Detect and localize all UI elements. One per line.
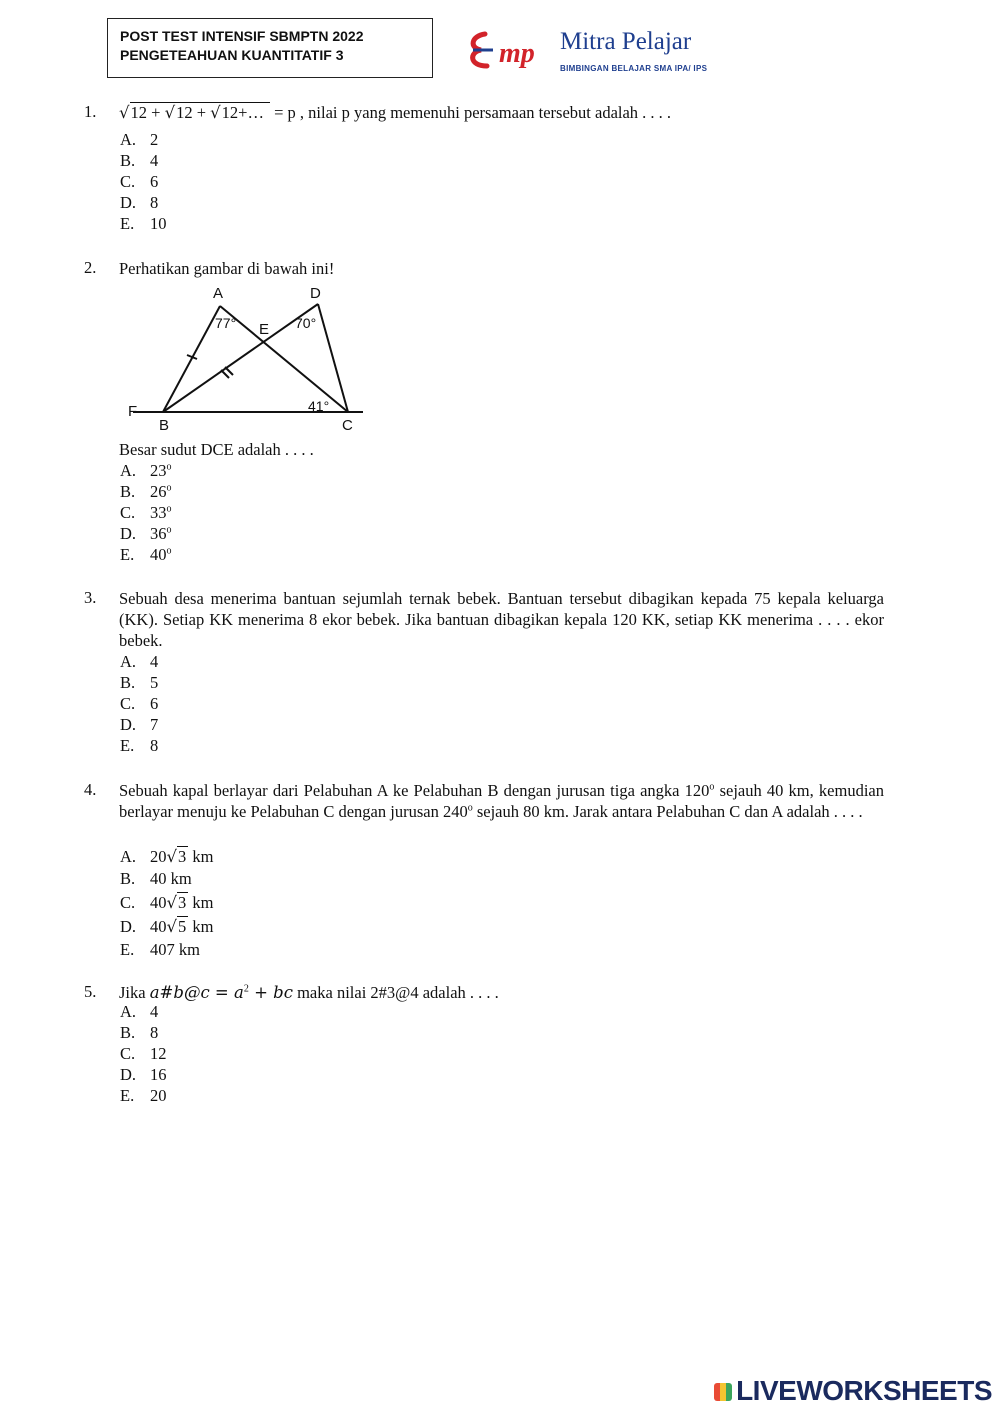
option-letter: B. bbox=[120, 673, 136, 692]
question-3 bbox=[84, 588, 884, 758]
options-list bbox=[120, 129, 167, 234]
radicand-outer: 12 + bbox=[130, 103, 165, 122]
question-text-part: Sebuah kapal berlayar dari Pelabuhan A ke Pelabuhan B dengan jurusan tiga angka 120 bbox=[119, 781, 710, 800]
option-text: 5 bbox=[150, 673, 159, 692]
question-number: 4. bbox=[84, 780, 97, 799]
option[interactable] bbox=[120, 544, 172, 565]
option-text: 40 km bbox=[150, 869, 192, 888]
radicand-inner: 12+… bbox=[221, 103, 264, 122]
options-list bbox=[120, 1001, 167, 1106]
option-letter: E. bbox=[120, 1086, 135, 1105]
option-text: 36 bbox=[150, 524, 167, 543]
option-letter: B. bbox=[120, 869, 136, 888]
degree-sign: o bbox=[709, 781, 715, 793]
figure-lines bbox=[133, 304, 363, 412]
option[interactable] bbox=[120, 714, 158, 735]
exponent: 2 bbox=[243, 983, 249, 995]
option-letter: B. bbox=[120, 151, 136, 170]
option[interactable] bbox=[120, 150, 167, 171]
option-letter: E. bbox=[120, 940, 135, 959]
mitra-pelajar-logo bbox=[465, 26, 708, 78]
label-a: A bbox=[213, 285, 224, 302]
option-text: 33 bbox=[150, 503, 167, 522]
option[interactable] bbox=[120, 845, 213, 868]
operation-definition: a#b@c = a bbox=[149, 983, 244, 1002]
label-d: D bbox=[310, 285, 321, 302]
option[interactable] bbox=[120, 672, 158, 693]
option[interactable] bbox=[120, 651, 158, 672]
segment-dc bbox=[318, 304, 348, 412]
option[interactable] bbox=[120, 481, 172, 502]
label-f: F bbox=[128, 403, 138, 420]
option-unit: km bbox=[188, 917, 214, 936]
option[interactable] bbox=[120, 523, 172, 544]
option-letter: B. bbox=[120, 1023, 136, 1042]
question-text bbox=[119, 102, 884, 123]
logo-mark-text: mp bbox=[499, 38, 535, 69]
segment-ba bbox=[163, 306, 220, 412]
option[interactable] bbox=[120, 890, 213, 915]
option[interactable] bbox=[120, 693, 158, 714]
header-subtitle: PENGETEAHUAN KUANTITATIF 3 bbox=[120, 47, 344, 63]
option-letter: C. bbox=[120, 694, 136, 713]
logo-tagline: BIMBINGAN BELAJAR SMA IPA/ IPS bbox=[560, 64, 708, 73]
logo-mark-icon bbox=[465, 26, 560, 76]
option-text: 8 bbox=[150, 193, 159, 212]
option-letter: B. bbox=[120, 482, 136, 501]
angle-d-label: 70° bbox=[295, 315, 317, 331]
question-number: 1. bbox=[84, 102, 97, 121]
option-coefficient: 40 bbox=[150, 917, 167, 936]
question-text bbox=[119, 780, 884, 822]
option-letter: A. bbox=[120, 1002, 137, 1021]
option-text: 2 bbox=[150, 130, 159, 149]
option-text: 4 bbox=[150, 1002, 159, 1021]
option-letter: A. bbox=[120, 130, 137, 149]
option-letter: D. bbox=[120, 193, 137, 212]
question-number: 3. bbox=[84, 588, 97, 607]
option[interactable] bbox=[120, 1043, 167, 1064]
degree-sign: o bbox=[166, 524, 172, 536]
sqrt-expression bbox=[130, 102, 270, 122]
header-box bbox=[107, 18, 433, 78]
option-letter: A. bbox=[120, 847, 137, 866]
option-letter: E. bbox=[120, 545, 135, 564]
question-text-part: sejauh 80 km. Jarak antara Pelabuhan C dan A adalah . . . . bbox=[472, 802, 863, 821]
option-letter: D. bbox=[120, 715, 137, 734]
option-unit: km bbox=[188, 847, 214, 866]
angle-c-label: 41° bbox=[308, 398, 330, 414]
option-coefficient: 20 bbox=[150, 847, 167, 866]
question-text: Sebuah desa menerima bantuan sejumlah ternak bebek. Bantuan tersebut dibagikan kepada 75 kepala keluarga (KK). Setiap KK menerima 8 ekor bebek. Jika bantuan dibagikan kepala 120 KK, setiap KK menerima . . . . ekor bebek. bbox=[119, 589, 884, 650]
sqrt-symbol-icon: √ bbox=[119, 103, 130, 122]
question-text-part: Jika bbox=[119, 983, 150, 1002]
option-letter: D. bbox=[120, 524, 137, 543]
option[interactable] bbox=[120, 192, 167, 213]
option-coefficient: 40 bbox=[150, 893, 167, 912]
option-text: 6 bbox=[150, 172, 159, 191]
question-1 bbox=[84, 102, 884, 242]
option[interactable] bbox=[120, 1022, 167, 1043]
option-letter: A. bbox=[120, 461, 137, 480]
sqrt-symbol-icon: √ bbox=[166, 893, 178, 912]
option[interactable] bbox=[120, 213, 167, 234]
option[interactable] bbox=[120, 1001, 167, 1022]
option-letter: A. bbox=[120, 652, 137, 671]
options-list bbox=[120, 845, 213, 960]
option-letter: C. bbox=[120, 893, 136, 912]
option-text: 10 bbox=[150, 214, 167, 233]
sqrt-symbol-icon: √ bbox=[210, 103, 221, 122]
option-text: 4 bbox=[150, 652, 159, 671]
question-rest: , nilai p yang memenuhi persamaan tersebut adalah . . . . bbox=[295, 103, 672, 122]
option-radicand: 5 bbox=[178, 917, 187, 936]
option-text: 6 bbox=[150, 694, 159, 713]
liveworksheets-footer bbox=[714, 1375, 992, 1407]
operation-definition-tail: + bc bbox=[248, 983, 293, 1002]
option[interactable] bbox=[120, 939, 213, 960]
option-radicand: 3 bbox=[178, 847, 187, 866]
option[interactable] bbox=[120, 502, 172, 523]
options-list bbox=[120, 651, 158, 756]
label-c: C bbox=[342, 417, 353, 434]
option-text: 40 bbox=[150, 545, 167, 564]
option-text: 7 bbox=[150, 715, 159, 734]
options-list bbox=[120, 460, 172, 565]
triangle-figure bbox=[123, 282, 373, 434]
option-text: 8 bbox=[150, 736, 159, 755]
radicand-middle: 12 + bbox=[176, 103, 211, 122]
sqrt-inner bbox=[175, 102, 268, 122]
degree-sign: o bbox=[467, 802, 473, 814]
option-letter: D. bbox=[120, 917, 137, 936]
equation-equals: = p bbox=[269, 103, 296, 122]
label-b: B bbox=[159, 417, 170, 434]
logo-brand: Mitra Pelajar bbox=[560, 28, 692, 55]
option[interactable] bbox=[120, 129, 167, 150]
option-letter: D. bbox=[120, 1065, 137, 1084]
question-text-part: maka nilai 2#3@4 adalah . . . . bbox=[292, 983, 499, 1002]
question-number: 5. bbox=[84, 982, 97, 1001]
option-text: 23 bbox=[150, 461, 167, 480]
question-number: 2. bbox=[84, 258, 97, 277]
option-text: 26 bbox=[150, 482, 167, 501]
degree-sign: o bbox=[166, 482, 172, 494]
question-5 bbox=[84, 982, 884, 1112]
question-text: Perhatikan gambar di bawah ini! bbox=[119, 259, 335, 278]
option[interactable] bbox=[120, 171, 167, 192]
option[interactable] bbox=[120, 1064, 167, 1085]
question-text-part: sejauh 40 km, kemudian berlayar menuju ke Pelabuhan C dengan jurusan 240 bbox=[119, 781, 884, 821]
option-text: 8 bbox=[150, 1023, 159, 1042]
option[interactable] bbox=[120, 460, 172, 481]
liveworksheets-logo-icon bbox=[714, 1383, 732, 1401]
option-text: 20 bbox=[150, 1086, 167, 1105]
angle-a-label: 77° bbox=[215, 315, 237, 331]
option-letter: C. bbox=[120, 1044, 136, 1063]
sqrt-symbol-icon: √ bbox=[164, 103, 176, 122]
degree-sign: o bbox=[166, 503, 172, 515]
option-unit: km bbox=[188, 893, 214, 912]
sqrt-symbol-icon: √ bbox=[166, 847, 178, 866]
question-text bbox=[119, 982, 884, 1003]
label-e: E bbox=[259, 321, 270, 338]
option-letter: E. bbox=[120, 736, 135, 755]
degree-sign: o bbox=[166, 545, 172, 557]
option[interactable] bbox=[120, 735, 158, 756]
option-letter: C. bbox=[120, 503, 136, 522]
option-text: 4 bbox=[150, 151, 159, 170]
option[interactable] bbox=[120, 868, 213, 890]
option-letter: C. bbox=[120, 172, 136, 191]
degree-sign: o bbox=[166, 461, 172, 473]
option-letter: E. bbox=[120, 214, 135, 233]
question-4 bbox=[84, 780, 884, 965]
option-text: 16 bbox=[150, 1065, 167, 1084]
option-radicand: 3 bbox=[178, 893, 187, 912]
option[interactable] bbox=[120, 915, 213, 939]
footer-brand: LIVEWORKSHEETS bbox=[736, 1375, 992, 1406]
option[interactable] bbox=[120, 1085, 167, 1106]
option-text: 12 bbox=[150, 1044, 167, 1063]
option-text: 407 km bbox=[150, 940, 200, 959]
question-prompt: Besar sudut DCE adalah . . . . bbox=[119, 440, 314, 459]
sqrt-symbol-icon: √ bbox=[166, 917, 178, 936]
header-title: POST TEST INTENSIF SBMPTN 2022 bbox=[120, 28, 364, 44]
